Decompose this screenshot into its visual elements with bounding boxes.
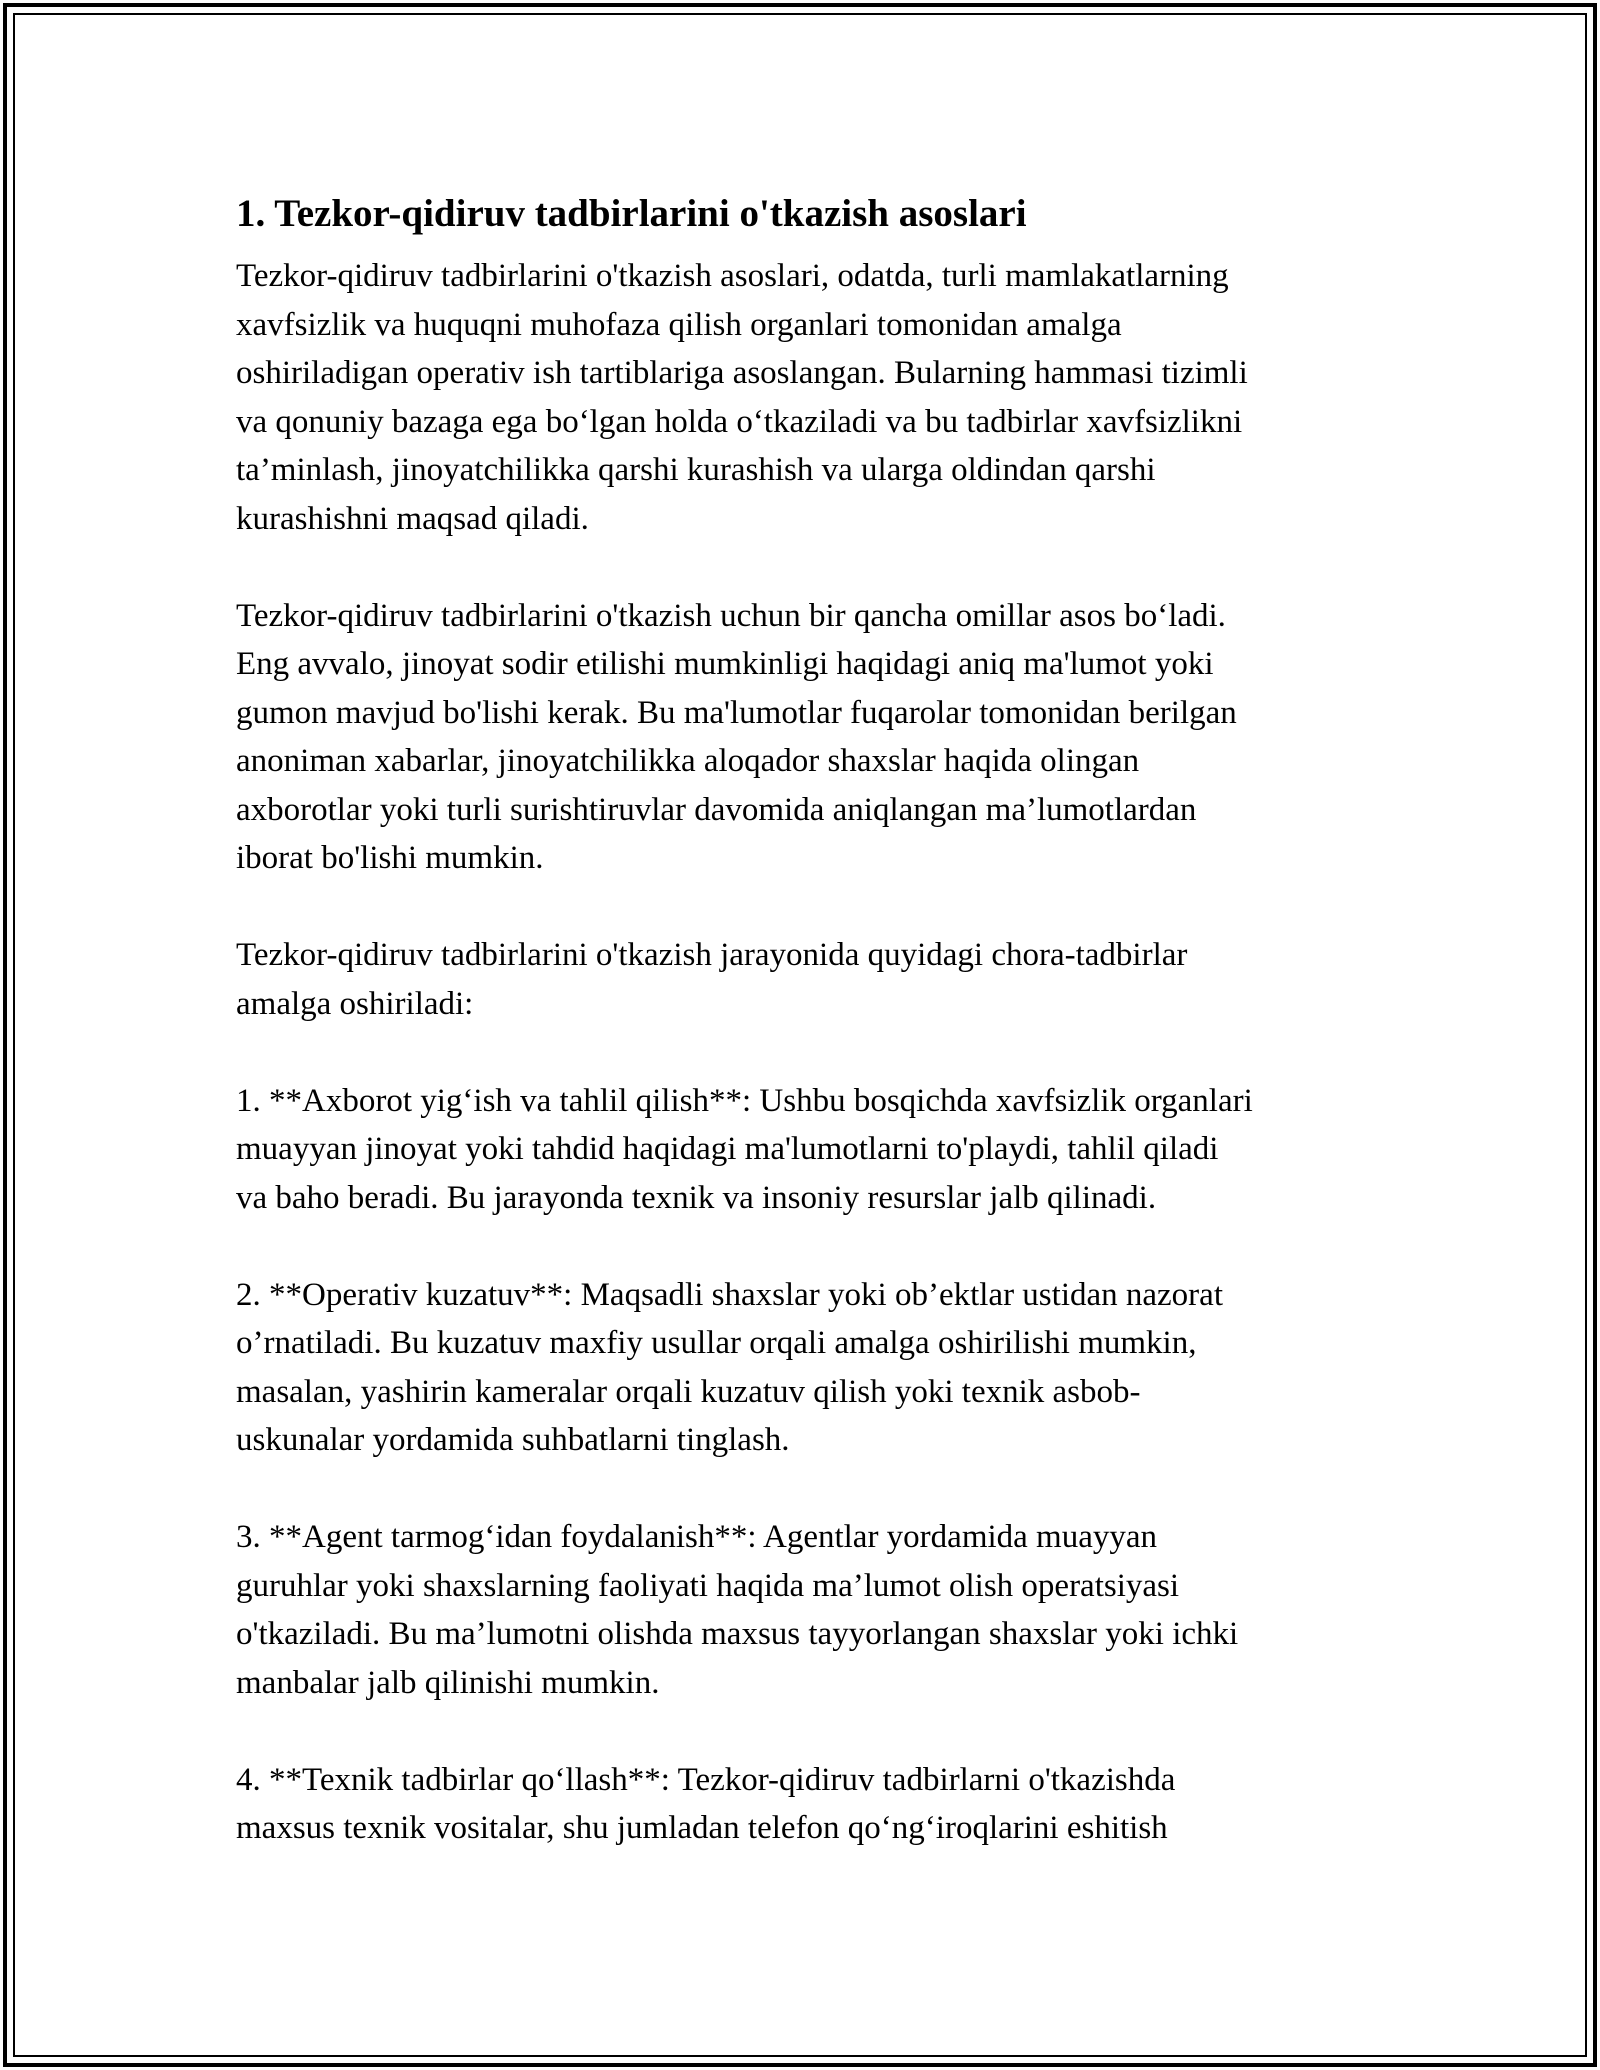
text-line: uskunalar yordamida suhbatlarni tinglash. bbox=[236, 1422, 790, 1458]
text-line: Tezkor-qidiruv tadbirlarini o'tkazish jarayonida quyidagi chora-tadbirlar bbox=[236, 937, 1188, 973]
text-line: 3. **Agent tarmog‘idan foydalanish**: Agentlar yordamida muayyan bbox=[236, 1519, 1158, 1555]
list-item-1 bbox=[236, 1077, 1376, 1223]
text-line: xavfsizlik va huquqni muhofaza qilish organlari tomonidan amalga bbox=[236, 306, 1122, 343]
paragraph-gap bbox=[236, 1465, 1376, 1514]
list-item-4 bbox=[236, 1756, 1376, 1853]
paragraph-intro bbox=[236, 252, 1376, 543]
text-line: va qonuniy bazaga ega bo‘lgan holda o‘tkaziladi va bu tadbirlar xavfsizlikni bbox=[236, 403, 1243, 440]
text-line: 2. **Operativ kuzatuv**: Maqsadli shaxslar yoki ob’ektlar ustidan nazorat bbox=[236, 1276, 1223, 1313]
text-line: 1. **Axborot yig‘ish va tahlil qilish**: Ushbu bosqichda xavfsizlik organlari bbox=[236, 1082, 1253, 1119]
text-line: Tezkor-qidiruv tadbirlarini o'tkazish asoslari, odatda, turli mamlakatlarning bbox=[236, 258, 1229, 294]
text-line: Tezkor-qidiruv tadbirlarini o'tkazish uchun bir qancha omillar asos bo‘ladi. bbox=[236, 597, 1226, 634]
text-line: iborat bo'lishi mumkin. bbox=[236, 840, 544, 876]
text-line: ta’minlash, jinoyatchilikka qarshi kurashish va ularga oldindan qarshi bbox=[236, 452, 1156, 488]
text-line: oshiriladigan operativ ish tartiblariga asoslangan. Bularning hammasi tizimli bbox=[236, 355, 1248, 391]
text-line: kurashishni maqsad qiladi. bbox=[236, 500, 589, 537]
text-line: anoniman xabarlar, jinoyatchilikka aloqador shaxslar haqida olingan bbox=[236, 743, 1140, 779]
text-line: 4. **Texnik tadbirlar qo‘llash**: Tezkor-qidiruv tadbirlarni o'tkazishda bbox=[236, 1761, 1176, 1798]
document-body bbox=[236, 188, 1376, 1853]
text-line: guruhlar yoki shaxslarning faoliyati haqida ma’lumot olish operatsiyasi bbox=[236, 1567, 1180, 1604]
text-line: o'tkaziladi. Bu ma’lumotni olishda maxsus tayyorlangan shaxslar yoki ichki bbox=[236, 1616, 1239, 1652]
text-line: muayyan jinoyat yoki tahdid haqidagi ma'lumotlarni to'playdi, tahlil qiladi bbox=[236, 1131, 1219, 1167]
paragraph-gap bbox=[236, 1028, 1376, 1077]
paragraph-measures-intro bbox=[236, 931, 1376, 1028]
paragraph-grounds bbox=[236, 592, 1376, 883]
list-item-3 bbox=[236, 1513, 1376, 1707]
paragraph-gap bbox=[236, 883, 1376, 932]
section-heading: 1. Tezkor-qidiruv tadbirlarini o'tkazish asoslari bbox=[236, 192, 1027, 235]
text-line: Eng avvalo, jinoyat sodir etilishi mumkinligi haqidagi aniq ma'lumot yoki bbox=[236, 646, 1214, 682]
text-line: va baho beradi. Bu jarayonda texnik va insoniy resurslar jalb qilinadi. bbox=[236, 1179, 1157, 1216]
text-line: amalga oshiriladi: bbox=[236, 985, 474, 1022]
text-line: masalan, yashirin kameralar orqali kuzatuv qilish yoki texnik asbob- bbox=[236, 1373, 1141, 1410]
paragraph-gap bbox=[236, 1707, 1376, 1756]
paragraph-gap bbox=[236, 543, 1376, 592]
paragraph-gap bbox=[236, 1222, 1376, 1271]
text-line: gumon mavjud bo'lishi kerak. Bu ma'lumotlar fuqarolar tomonidan berilgan bbox=[236, 694, 1237, 731]
text-line: manbalar jalb qilinishi mumkin. bbox=[236, 1664, 660, 1701]
list-item-2 bbox=[236, 1271, 1376, 1465]
text-line: maxsus texnik vositalar, shu jumladan telefon qo‘ng‘iroqlarini eshitish bbox=[236, 1810, 1168, 1846]
text-line: axborotlar yoki turli surishtiruvlar davomida aniqlangan ma’lumotlardan bbox=[236, 791, 1197, 828]
text-line: o’rnatiladi. Bu kuzatuv maxfiy usullar orqali amalga oshirilishi mumkin, bbox=[236, 1325, 1197, 1361]
